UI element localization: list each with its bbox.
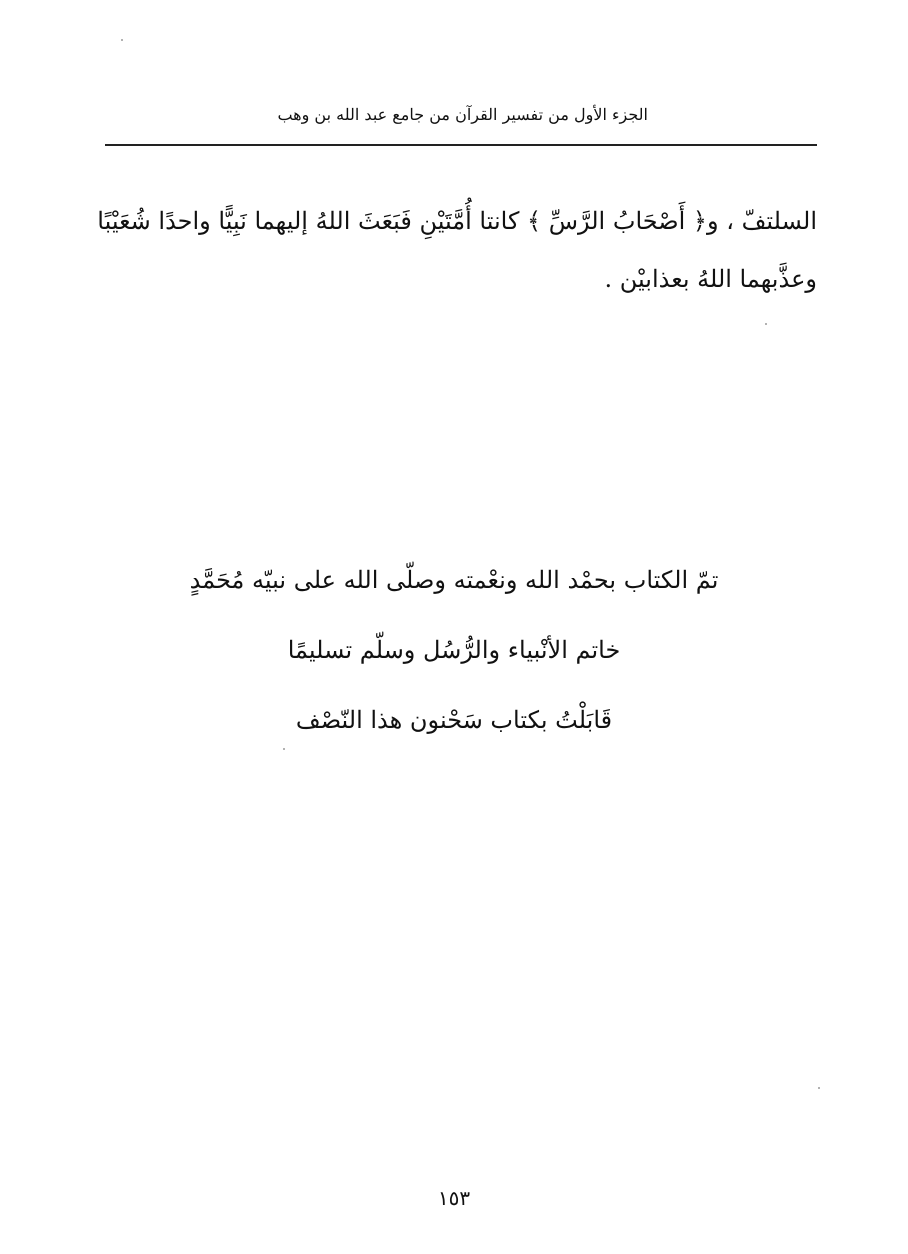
body-line: وعذَّبهما اللهُ بعذابيْن . <box>604 265 817 293</box>
running-header: الجزء الأول من تفسير القرآن من جامع عبد الله بن وهب <box>277 105 648 124</box>
header-divider <box>105 144 817 146</box>
page-number: ١٥٣ <box>437 1186 471 1210</box>
scan-speck <box>283 748 285 750</box>
body-text <box>95 192 817 308</box>
colophon-line: خاتم الأنْبياء والرُّسُل وسلّم تسليمًا <box>287 636 621 664</box>
colophon <box>0 545 908 755</box>
body-line: السلتفّ ، و﴿ أَصْحَابُ الرَّسِّ ﴾ كانتا أُمَّتَيْنِ فَبَعَثَ اللهُ إليهما نَبِيًّا واحدًا شُعَيْبًا <box>97 207 817 235</box>
scan-speck <box>121 39 123 41</box>
scan-speck <box>765 323 767 325</box>
colophon-line: قَابَلْتُ بكتاب سَحْنون هذا النّصْف <box>295 706 613 734</box>
colophon-line: تمّ الكتاب بحمْد الله ونعْمته وصلّى الله على نبيّه مُحَمَّدٍ <box>189 566 719 594</box>
scan-speck <box>818 1087 820 1089</box>
